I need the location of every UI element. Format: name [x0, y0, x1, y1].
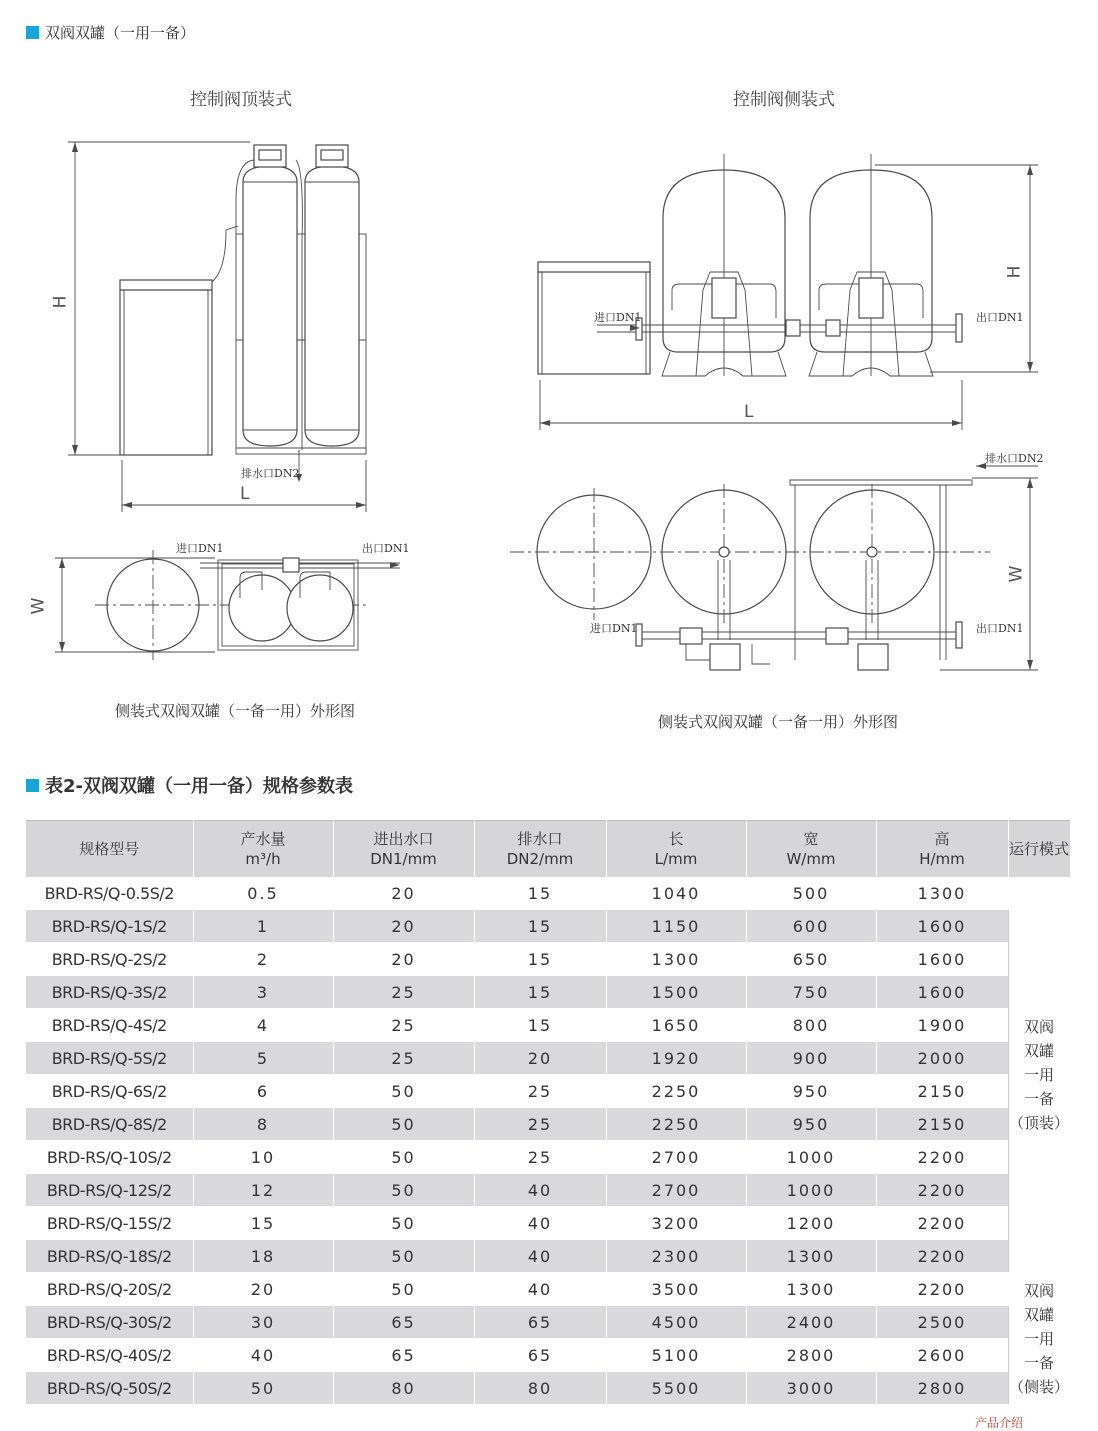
table-cell: 900: [746, 1042, 876, 1075]
table-cell: 1650: [606, 1009, 746, 1042]
table-cell: 2800: [876, 1372, 1008, 1405]
table-cell: 2200: [876, 1207, 1008, 1240]
table-cell: 1000: [746, 1141, 876, 1174]
table-cell: 2200: [876, 1240, 1008, 1273]
table-cell: 15: [474, 1009, 606, 1042]
table-cell: 650: [746, 943, 876, 976]
table-cell: BRD-RS/Q-1S/2: [26, 910, 193, 943]
left-diagram-title: 控制阀顶装式: [190, 90, 292, 110]
table-cell: 2700: [606, 1174, 746, 1207]
table-cell: 2: [193, 943, 333, 976]
left-dim-w: W: [28, 597, 49, 615]
table-row: [26, 1372, 1070, 1405]
table-cell: 65: [333, 1306, 474, 1339]
table-cell: BRD-RS/Q-3S/2: [26, 976, 193, 1009]
table-cell: 25: [474, 1108, 606, 1141]
mode-line: 双阀: [1023, 1017, 1054, 1036]
mode-line: 双阀: [1023, 1281, 1054, 1300]
table-cell: 25: [333, 1042, 474, 1075]
table-cell: 1600: [876, 943, 1008, 976]
table-cell: 40: [474, 1174, 606, 1207]
table-cell: 15: [474, 910, 606, 943]
header-dn2: 排水口 DN2/mm: [474, 821, 606, 878]
table-cell: 15: [474, 943, 606, 976]
table-row: [26, 976, 1070, 1009]
table-cell: 80: [333, 1372, 474, 1405]
table-cell: 12: [193, 1174, 333, 1207]
table-cell: 1600: [876, 976, 1008, 1009]
table-cell: BRD-RS/Q-10S/2: [26, 1141, 193, 1174]
mode-line: （顶装）: [1008, 1113, 1069, 1132]
left-plan-drawing: [55, 550, 400, 660]
header-model: 规格型号: [26, 821, 193, 878]
mode-line: 一用: [1023, 1065, 1054, 1084]
table-cell: BRD-RS/Q-15S/2: [26, 1207, 193, 1240]
table-cell: 500: [746, 877, 876, 910]
table-cell: 2200: [876, 1273, 1008, 1306]
table-cell: 50: [333, 1207, 474, 1240]
table-cell: 1600: [876, 910, 1008, 943]
table-cell: 8: [193, 1108, 333, 1141]
table-cell: 1150: [606, 910, 746, 943]
table-cell: 1920: [606, 1042, 746, 1075]
table-cell: 30: [193, 1306, 333, 1339]
table-cell: 25: [333, 976, 474, 1009]
mode-line: 一用: [1023, 1329, 1054, 1348]
table-row: [26, 943, 1070, 976]
table-cell: 950: [746, 1075, 876, 1108]
table-cell: 15: [474, 877, 606, 910]
table-cell: 950: [746, 1108, 876, 1141]
left-elevation-drawing: [68, 142, 366, 512]
table-cell: 1040: [606, 877, 746, 910]
table-cell: 4: [193, 1009, 333, 1042]
table-cell: 2150: [876, 1075, 1008, 1108]
table-cell: BRD-RS/Q-5S/2: [26, 1042, 193, 1075]
footer-label: 产品介绍: [975, 1416, 1024, 1430]
table-cell: 65: [333, 1339, 474, 1372]
table-cell: 1300: [746, 1273, 876, 1306]
right-dim-l: L: [744, 402, 754, 422]
mode-line: （侧装）: [1008, 1377, 1069, 1396]
table-cell: 50: [333, 1240, 474, 1273]
table-cell: BRD-RS/Q-12S/2: [26, 1174, 193, 1207]
left-dim-h: H: [50, 295, 71, 309]
table-cell: 20: [333, 877, 474, 910]
table-cell: 750: [746, 976, 876, 1009]
right-elevation-drawing: [538, 154, 1038, 430]
right-plan-drawing: [510, 463, 1038, 670]
left-dim-l: L: [240, 484, 250, 504]
mode-line: 一备: [1023, 1353, 1054, 1372]
header-length: 长 L/mm: [606, 821, 746, 878]
table-cell: 6: [193, 1075, 333, 1108]
table-cell: BRD-RS/Q-30S/2: [26, 1306, 193, 1339]
table-cell: 50: [333, 1108, 474, 1141]
header-mode: 运行模式: [1008, 821, 1070, 878]
header-height: 高 H/mm: [876, 821, 1008, 878]
table-cell: 25: [474, 1075, 606, 1108]
table-row: [26, 910, 1070, 943]
table-row: [26, 1207, 1070, 1240]
table-cell: 3500: [606, 1273, 746, 1306]
table-cell: 15: [474, 976, 606, 1009]
table-cell: 5: [193, 1042, 333, 1075]
table-cell: 50: [333, 1174, 474, 1207]
table-cell: 3000: [746, 1372, 876, 1405]
table-cell: 20: [333, 910, 474, 943]
table-row: [26, 1075, 1070, 1108]
table-cell: 5500: [606, 1372, 746, 1405]
table-cell: 2200: [876, 1141, 1008, 1174]
table-cell: BRD-RS/Q-18S/2: [26, 1240, 193, 1273]
table-cell: 80: [474, 1372, 606, 1405]
table-cell: 2000: [876, 1042, 1008, 1075]
right-caption: 侧装式双阀双罐（一备一用）外形图: [658, 713, 899, 731]
header-width: 宽 W/mm: [746, 821, 876, 878]
table-cell: 50: [193, 1372, 333, 1405]
table-cell: 15: [193, 1207, 333, 1240]
table-cell: 2250: [606, 1108, 746, 1141]
table-cell: 20: [474, 1042, 606, 1075]
right-dim-h: H: [1004, 265, 1025, 279]
table-cell: 25: [474, 1141, 606, 1174]
table-cell: 10: [193, 1141, 333, 1174]
table-cell: BRD-RS/Q-8S/2: [26, 1108, 193, 1141]
table-cell: 50: [333, 1273, 474, 1306]
table-row: [26, 1240, 1070, 1273]
table-cell: 2200: [876, 1174, 1008, 1207]
table-cell: 2250: [606, 1075, 746, 1108]
table-cell: BRD-RS/Q-2S/2: [26, 943, 193, 976]
table-cell: BRD-RS/Q-40S/2: [26, 1339, 193, 1372]
table-cell: 1500: [606, 976, 746, 1009]
table-row: [26, 1009, 1070, 1042]
table-cell: BRD-RS/Q-4S/2: [26, 1009, 193, 1042]
table-cell: 25: [333, 1009, 474, 1042]
table-cell: 3: [193, 976, 333, 1009]
left-inlet-label: 进口DN1: [176, 542, 224, 555]
mode-cell: [1008, 877, 1070, 1273]
right-inlet-top-label: 进口DN1: [594, 311, 642, 324]
table-cell: 2700: [606, 1141, 746, 1174]
table-row: [26, 877, 1070, 910]
right-inlet-bottom-label: 进口DN1: [590, 622, 638, 635]
table-cell: 1300: [746, 1240, 876, 1273]
table-row: [26, 1273, 1070, 1306]
table-header-row: [26, 821, 1070, 878]
table-row: [26, 1108, 1070, 1141]
table-cell: 600: [746, 910, 876, 943]
right-outlet-bottom-label: 出口DN1: [976, 622, 1024, 635]
header-dn1: 进出水口 DN1/mm: [333, 821, 474, 878]
table-row: [26, 1141, 1070, 1174]
table-cell: BRD-RS/Q-20S/2: [26, 1273, 193, 1306]
table-cell: BRD-RS/Q-50S/2: [26, 1372, 193, 1405]
right-outlet-top-label: 出口DN1: [976, 311, 1024, 324]
table-cell: 1900: [876, 1009, 1008, 1042]
table-cell: 4500: [606, 1306, 746, 1339]
left-outlet-label: 出口DN1: [362, 542, 410, 555]
table-title: 表2-双阀双罐（一用一备）规格参数表: [26, 772, 353, 798]
table-cell: 20: [193, 1273, 333, 1306]
header-output: 产水量 m³/h: [193, 821, 333, 878]
table-cell: 2800: [746, 1339, 876, 1372]
left-caption: 侧装式双阀双罐（一备一用）外形图: [115, 702, 356, 720]
table-cell: 2500: [876, 1306, 1008, 1339]
table-cell: 40: [474, 1240, 606, 1273]
table-title-square-icon: [26, 779, 39, 792]
table-cell: 0.5: [193, 877, 333, 910]
table-cell: 1: [193, 910, 333, 943]
section-title: 双阀双罐（一用一备）: [26, 22, 195, 43]
table-cell: 1000: [746, 1174, 876, 1207]
table-cell: 65: [474, 1339, 606, 1372]
table-cell: 800: [746, 1009, 876, 1042]
table-cell: 2600: [876, 1339, 1008, 1372]
table-cell: 40: [193, 1339, 333, 1372]
spec-table: [26, 820, 1071, 1405]
table-cell: 1300: [606, 943, 746, 976]
table-row: [26, 1306, 1070, 1339]
table-cell: 20: [333, 943, 474, 976]
table-row: [26, 1174, 1070, 1207]
mode-cell: [1008, 1273, 1070, 1405]
table-cell: 1200: [746, 1207, 876, 1240]
table-cell: 40: [474, 1207, 606, 1240]
right-diagram-title: 控制阀侧装式: [733, 90, 835, 110]
table-cell: 50: [333, 1141, 474, 1174]
right-dim-w: W: [1006, 565, 1027, 583]
table-cell: 18: [193, 1240, 333, 1273]
table-cell: 1300: [876, 877, 1008, 910]
table-row: [26, 1042, 1070, 1075]
table-cell: 40: [474, 1273, 606, 1306]
table-cell: BRD-RS/Q-6S/2: [26, 1075, 193, 1108]
table-row: [26, 1339, 1070, 1372]
table-cell: 2300: [606, 1240, 746, 1273]
left-drain-label: 排水口DN2: [241, 467, 300, 480]
mode-line: 双罐: [1023, 1041, 1054, 1060]
table-cell: 3200: [606, 1207, 746, 1240]
mode-line: 一备: [1023, 1089, 1054, 1108]
mode-line: 双罐: [1023, 1305, 1054, 1324]
table-cell: 65: [474, 1306, 606, 1339]
table-cell: BRD-RS/Q-0.5S/2: [26, 877, 193, 910]
table-cell: 50: [333, 1075, 474, 1108]
table-cell: 2400: [746, 1306, 876, 1339]
right-drain-label: 排水口DN2: [985, 452, 1044, 465]
table-cell: 2150: [876, 1108, 1008, 1141]
table-cell: 5100: [606, 1339, 746, 1372]
